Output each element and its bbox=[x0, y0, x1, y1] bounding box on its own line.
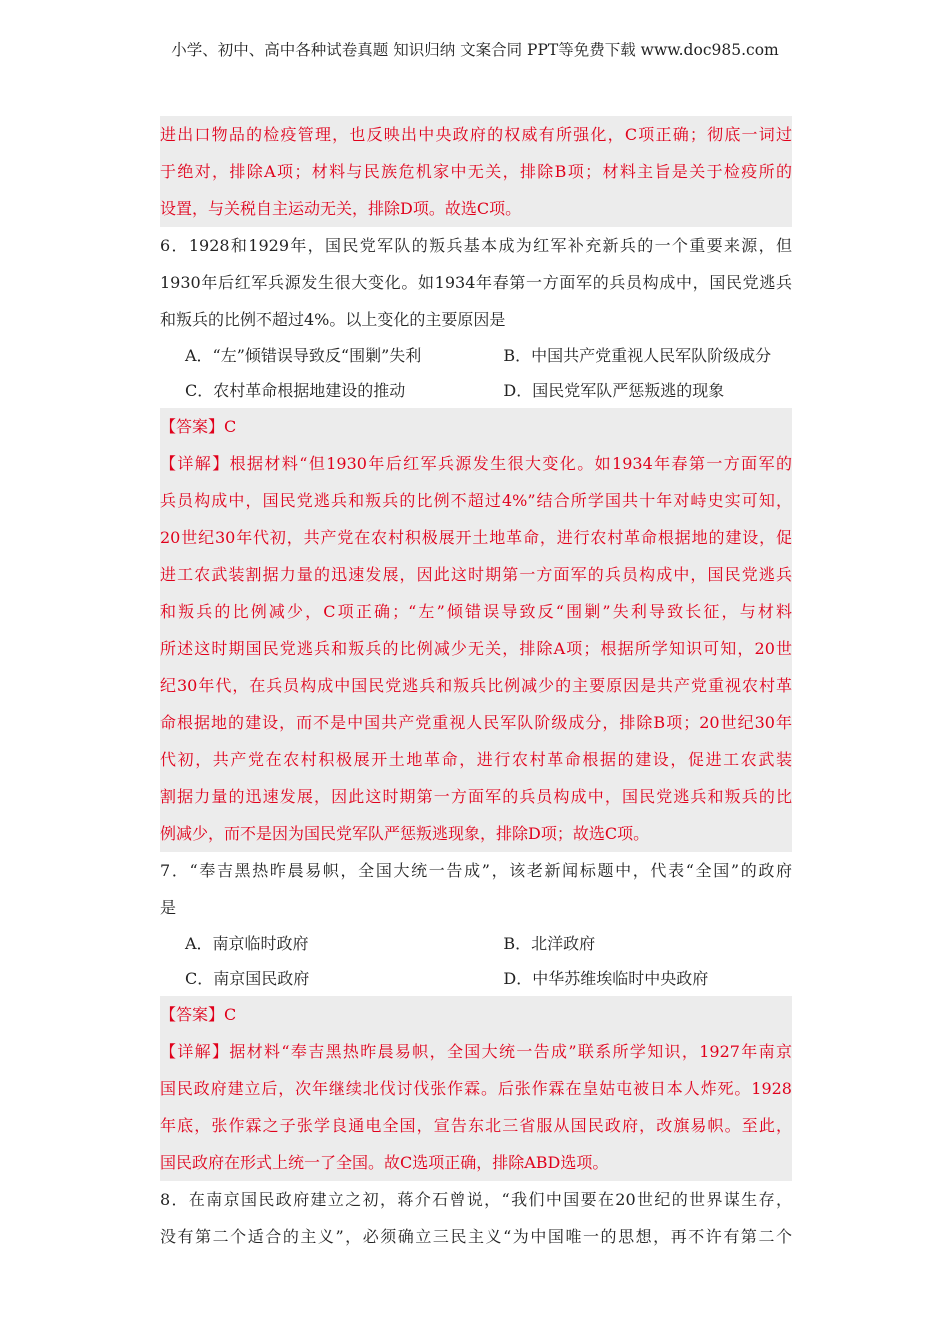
detail-first: 根据材料“但1930年后红军兵源发生很大变化。如1934年春第一方面军的 bbox=[229, 454, 792, 473]
answer-value: C bbox=[224, 417, 237, 436]
answer-value: C bbox=[224, 1005, 237, 1024]
detail-line: 和叛兵的比例减少，C项正确；“左”倾错误导致反“围剿”失利导致长征，与材料 bbox=[160, 602, 792, 621]
detail-line: 20世纪30年代初，共产党在农村积极展开土地革命，进行农村革命根据地的建设，促 bbox=[160, 528, 792, 547]
option-d: D．中华苏维埃临时中央政府 bbox=[503, 969, 709, 988]
detail-first: 据材料“奉吉黑热昨晨易帜，全国大统一告成”联系所学知识，1927年南京 bbox=[229, 1042, 792, 1061]
detail-line: 所述这时期国民党逃兵和叛兵的比例减少无关，排除A项；根据所学知识可知，20世 bbox=[160, 639, 792, 658]
document-body bbox=[160, 116, 792, 1255]
detail-line: 代初，共产党在农村积极展开土地革命，进行农村革命根据的建设，促进工农武装 bbox=[160, 750, 792, 769]
detail-tag: 【详解】 bbox=[160, 454, 230, 473]
question-stem-line: 1930年后红军兵源发生很大变化。如1934年春第一方面军的兵员构成中，国民党逃兵 bbox=[160, 273, 792, 292]
detail-line bbox=[160, 1033, 792, 1070]
question-8 bbox=[160, 1181, 792, 1255]
option-c: C．农村革命根据地建设的推动 bbox=[185, 381, 406, 400]
answer-block bbox=[160, 996, 792, 1181]
option-d: D．国民党军队严惩叛逃的现象 bbox=[503, 381, 725, 400]
answer-tag: 【答案】 bbox=[160, 1005, 225, 1024]
detail-line: 国民政府建立后，次年继续北伐讨伐张作霖。后张作霖在皇姑屯被日本人炸死。1928 bbox=[160, 1079, 792, 1098]
question-stem-line: 8．在南京国民政府建立之初，蒋介石曾说，“我们中国要在20世纪的世界谋生存， bbox=[160, 1190, 792, 1209]
detail-line: 设置，与关税自主运动无关，排除D项。故选C项。 bbox=[160, 199, 522, 218]
detail-line bbox=[160, 445, 792, 482]
question-7 bbox=[160, 852, 792, 1181]
detail-line: 命根据地的建设，而不是中国共产党重视人民军队阶级成分，排除B项；20世纪30年 bbox=[160, 713, 792, 732]
question-6 bbox=[160, 227, 792, 852]
detail-line: 于绝对，排除A项；材料与民族危机家中无关，排除B项；材料主旨是关于检疫所的 bbox=[160, 162, 792, 181]
detail-line: 年底，张作霖之子张学良通电全国，宣告东北三省服从国民政府，改旗易帜。至此， bbox=[160, 1116, 792, 1135]
answer-tag: 【答案】 bbox=[160, 417, 225, 436]
answer-block bbox=[160, 408, 792, 852]
question-stem-line: 是 bbox=[160, 898, 177, 917]
question-stem-line: 和叛兵的比例不超过4%。以上变化的主要原因是 bbox=[160, 310, 506, 329]
option-c: C．南京国民政府 bbox=[185, 969, 310, 988]
detail-line: 纪30年代，在兵员构成中国民党逃兵和叛兵比例减少的主要原因是共产党重视农村革 bbox=[160, 676, 792, 695]
detail-line: 例减少，而不是因为国民党军队严惩叛逃现象，排除D项；故选C项。 bbox=[160, 824, 650, 843]
option-a: A．“左”倾错误导致反“围剿”失利 bbox=[185, 346, 422, 365]
detail-line: 进出口物品的检疫管理，也反映出中央政府的权威有所强化，C项正确；彻底一词过 bbox=[160, 125, 792, 144]
answer-line bbox=[160, 408, 792, 445]
question-stem-line: 6．1928和1929年，国民党军队的叛兵基本成为红军补充新兵的一个重要来源，但 bbox=[160, 236, 792, 255]
answer-line bbox=[160, 996, 792, 1033]
options-row bbox=[160, 961, 792, 996]
question-stem-line: 7．“奉吉黑热昨晨易帜，全国大统一告成”，该老新闻标题中，代表“全国”的政府 bbox=[160, 861, 792, 880]
detail-tag: 【详解】 bbox=[160, 1042, 230, 1061]
option-b: B．北洋政府 bbox=[503, 934, 596, 953]
options-row bbox=[160, 926, 792, 961]
options-row bbox=[160, 338, 792, 373]
detail-line: 兵员构成中，国民党逃兵和叛兵的比例不超过4%”结合所学国共十年对峙史实可知， bbox=[160, 491, 792, 510]
question-stem-line: 没有第二个适合的主义”，必须确立三民主义“为中国唯一的思想，再不许有第二个 bbox=[160, 1227, 792, 1246]
detail-line: 国民政府在形式上统一了全国。故C选项正确，排除ABD选项。 bbox=[160, 1153, 609, 1172]
detail-line: 割据力量的迅速发展，因此这时期第一方面军的兵员构成中，国民党逃兵和叛兵的比 bbox=[160, 787, 792, 806]
prev-detail-block bbox=[160, 116, 792, 227]
page-header: 小学、初中、高中各种试卷真题 知识归纳 文案合同 PPT等免费下载 www.doc985.com bbox=[171, 41, 779, 59]
detail-line: 进工农武装割据力量的迅速发展，因此这时期第一方面军的兵员构成中，国民党逃兵 bbox=[160, 565, 792, 584]
option-a: A．南京临时政府 bbox=[185, 934, 309, 953]
option-b: B．中国共产党重视人民军队阶级成分 bbox=[503, 346, 772, 365]
options-row bbox=[160, 373, 792, 408]
